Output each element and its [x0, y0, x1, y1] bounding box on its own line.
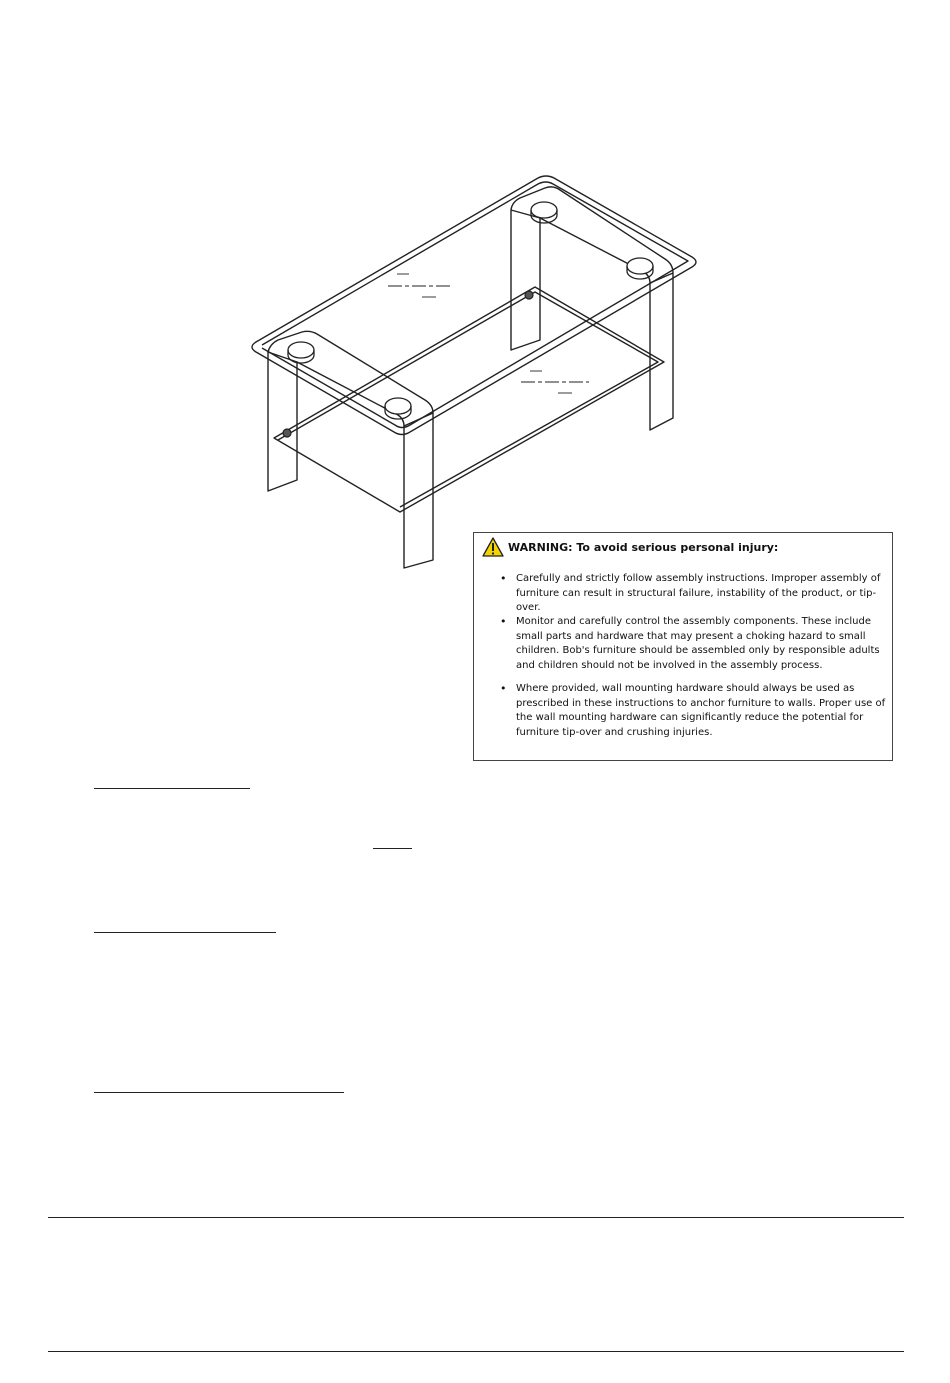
warning-box	[473, 532, 893, 761]
blank-line	[94, 1092, 344, 1093]
footer-rule-bottom	[48, 1351, 904, 1352]
warning-item: • Carefully and strictly follow assembly instructions. Improper assembly of furniture can result in structural failure, instability of the product, or tip-over.	[516, 572, 886, 616]
warning-title	[482, 537, 778, 557]
blank-line	[373, 848, 412, 849]
blank-line	[94, 932, 276, 933]
warning-title-text: WARNING: To avoid serious personal injury:	[508, 540, 779, 554]
warning-item: • Monitor and carefully control the assembly components. These include small parts and hardware that may present a choking hazard to small children. Bob's furniture should be assembled only by responsible adults and children should not be involved in the assembly process.	[516, 615, 886, 673]
blank-line	[94, 788, 250, 789]
footer-rule-top	[48, 1217, 904, 1218]
warning-triangle-icon	[482, 537, 504, 557]
warning-item: • Where provided, wall mounting hardware should always be used as prescribed in these instructions to anchor furniture to walls. Proper use of the wall mounting hardware can significantly reduce the potential for furniture tip-over and crushing injuries.	[516, 682, 886, 740]
